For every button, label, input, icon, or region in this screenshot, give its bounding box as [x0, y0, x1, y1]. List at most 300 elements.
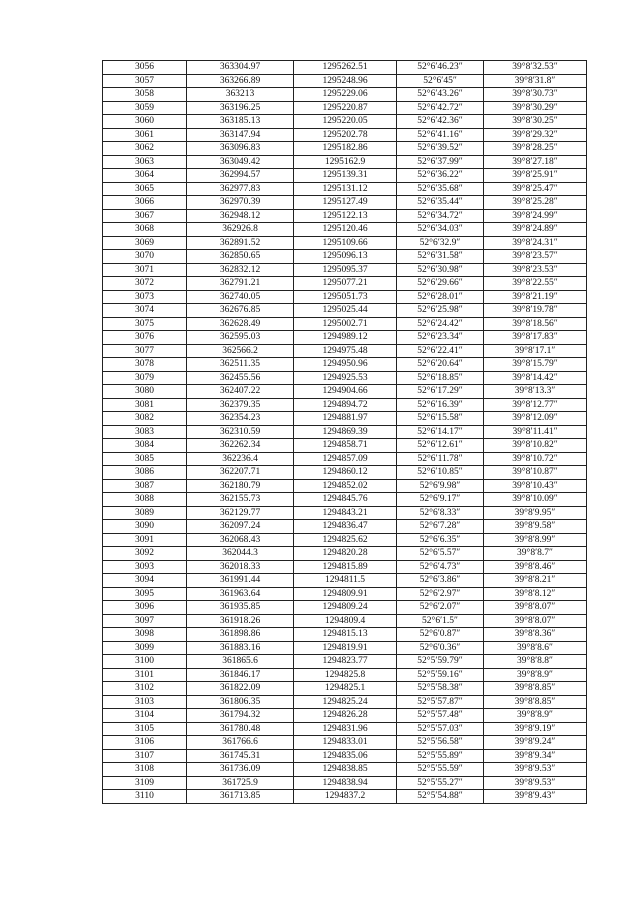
y-coordinate-cell: 1295095.37 — [294, 263, 397, 277]
latitude-cell: 52°6′46.23″ — [397, 61, 484, 75]
latitude-cell: 52°6′1.5″ — [397, 614, 484, 628]
table-row — [103, 533, 587, 547]
longitude-cell: 39°8′8.6″ — [484, 641, 587, 655]
longitude-cell: 39°8′8.7″ — [484, 547, 587, 561]
point-number-cell: 3056 — [103, 61, 187, 75]
longitude-cell: 39°8′21.19″ — [484, 290, 587, 304]
latitude-cell: 52°6′22.41″ — [397, 344, 484, 358]
x-coordinate-cell: 361713.85 — [187, 790, 294, 804]
latitude-cell: 52°6′42.72″ — [397, 101, 484, 115]
latitude-cell: 52°6′41.16″ — [397, 128, 484, 142]
latitude-cell: 52°6′24.42″ — [397, 317, 484, 331]
x-coordinate-cell: 362068.43 — [187, 533, 294, 547]
latitude-cell: 52°6′10.85″ — [397, 466, 484, 480]
table-row — [103, 695, 587, 709]
latitude-cell: 52°6′35.68″ — [397, 182, 484, 196]
y-coordinate-cell: 1295182.86 — [294, 142, 397, 156]
y-coordinate-cell: 1294836.47 — [294, 520, 397, 534]
y-coordinate-cell: 1295120.46 — [294, 223, 397, 237]
point-number-cell: 3106 — [103, 736, 187, 750]
point-number-cell: 3110 — [103, 790, 187, 804]
table-row — [103, 452, 587, 466]
y-coordinate-cell: 1294860.12 — [294, 466, 397, 480]
table-row — [103, 574, 587, 588]
y-coordinate-cell: 1295139.31 — [294, 169, 397, 183]
table-row — [103, 493, 587, 507]
x-coordinate-cell: 362018.33 — [187, 560, 294, 574]
longitude-cell: 39°8′15.79″ — [484, 358, 587, 372]
table-row — [103, 547, 587, 561]
coordinates-table-body — [103, 61, 587, 804]
table-row — [103, 709, 587, 723]
longitude-cell: 39°8′8.8″ — [484, 655, 587, 669]
point-number-cell: 3067 — [103, 209, 187, 223]
table-row — [103, 101, 587, 115]
longitude-cell: 39°8′14.42″ — [484, 371, 587, 385]
point-number-cell: 3103 — [103, 695, 187, 709]
y-coordinate-cell: 1294894.72 — [294, 398, 397, 412]
point-number-cell: 3081 — [103, 398, 187, 412]
x-coordinate-cell: 363304.97 — [187, 61, 294, 75]
y-coordinate-cell: 1295262.51 — [294, 61, 397, 75]
latitude-cell: 52°6′20.64″ — [397, 358, 484, 372]
y-coordinate-cell: 1294925.53 — [294, 371, 397, 385]
y-coordinate-cell: 1294820.28 — [294, 547, 397, 561]
longitude-cell: 39°8′8.12″ — [484, 587, 587, 601]
y-coordinate-cell: 1295127.49 — [294, 196, 397, 210]
longitude-cell: 39°8′17.83″ — [484, 331, 587, 345]
latitude-cell: 52°6′9.17″ — [397, 493, 484, 507]
table-row — [103, 169, 587, 183]
longitude-cell: 39°8′10.82″ — [484, 439, 587, 453]
y-coordinate-cell: 1295229.06 — [294, 88, 397, 102]
longitude-cell: 39°8′9.58″ — [484, 520, 587, 534]
x-coordinate-cell: 362354.23 — [187, 412, 294, 426]
y-coordinate-cell: 1295109.66 — [294, 236, 397, 250]
x-coordinate-cell: 362676.85 — [187, 304, 294, 318]
point-number-cell: 3094 — [103, 574, 187, 588]
longitude-cell: 39°8′9.53″ — [484, 763, 587, 777]
latitude-cell: 52°6′37.99″ — [397, 155, 484, 169]
x-coordinate-cell: 361963.64 — [187, 587, 294, 601]
point-number-cell: 3089 — [103, 506, 187, 520]
x-coordinate-cell: 362891.52 — [187, 236, 294, 250]
table-row — [103, 182, 587, 196]
point-number-cell: 3064 — [103, 169, 187, 183]
point-number-cell: 3102 — [103, 682, 187, 696]
point-number-cell: 3091 — [103, 533, 187, 547]
table-row — [103, 115, 587, 129]
y-coordinate-cell: 1295096.13 — [294, 250, 397, 264]
x-coordinate-cell: 361725.9 — [187, 776, 294, 790]
table-row — [103, 776, 587, 790]
table-row — [103, 790, 587, 804]
latitude-cell: 52°5′56.58″ — [397, 736, 484, 750]
y-coordinate-cell: 1294831.96 — [294, 722, 397, 736]
table-row — [103, 763, 587, 777]
longitude-cell: 39°8′9.43″ — [484, 790, 587, 804]
x-coordinate-cell: 362129.77 — [187, 506, 294, 520]
table-row — [103, 128, 587, 142]
y-coordinate-cell: 1294833.01 — [294, 736, 397, 750]
y-coordinate-cell: 1294825.24 — [294, 695, 397, 709]
point-number-cell: 3066 — [103, 196, 187, 210]
table-row — [103, 682, 587, 696]
x-coordinate-cell: 362595.03 — [187, 331, 294, 345]
point-number-cell: 3061 — [103, 128, 187, 142]
longitude-cell: 39°8′28.25″ — [484, 142, 587, 156]
x-coordinate-cell: 362455.56 — [187, 371, 294, 385]
x-coordinate-cell: 363096.83 — [187, 142, 294, 156]
point-number-cell: 3096 — [103, 601, 187, 615]
longitude-cell: 39°8′23.53″ — [484, 263, 587, 277]
x-coordinate-cell: 361846.17 — [187, 668, 294, 682]
point-number-cell: 3095 — [103, 587, 187, 601]
longitude-cell: 39°8′25.47″ — [484, 182, 587, 196]
point-number-cell: 3088 — [103, 493, 187, 507]
y-coordinate-cell: 1294881.97 — [294, 412, 397, 426]
latitude-cell: 52°6′2.07″ — [397, 601, 484, 615]
point-number-cell: 3074 — [103, 304, 187, 318]
table-row — [103, 209, 587, 223]
latitude-cell: 52°6′16.39″ — [397, 398, 484, 412]
longitude-cell: 39°8′8.07″ — [484, 614, 587, 628]
y-coordinate-cell: 1294857.09 — [294, 452, 397, 466]
y-coordinate-cell: 1294809.91 — [294, 587, 397, 601]
point-number-cell: 3070 — [103, 250, 187, 264]
x-coordinate-cell: 362566.2 — [187, 344, 294, 358]
point-number-cell: 3057 — [103, 74, 187, 88]
point-number-cell: 3059 — [103, 101, 187, 115]
point-number-cell: 3075 — [103, 317, 187, 331]
point-number-cell: 3062 — [103, 142, 187, 156]
y-coordinate-cell: 1294869.39 — [294, 425, 397, 439]
x-coordinate-cell: 361918.26 — [187, 614, 294, 628]
y-coordinate-cell: 1295077.21 — [294, 277, 397, 291]
x-coordinate-cell: 361736.09 — [187, 763, 294, 777]
y-coordinate-cell: 1294815.89 — [294, 560, 397, 574]
x-coordinate-cell: 361865.6 — [187, 655, 294, 669]
table-row — [103, 277, 587, 291]
longitude-cell: 39°8′9.53″ — [484, 776, 587, 790]
table-row — [103, 466, 587, 480]
longitude-cell: 39°8′24.31″ — [484, 236, 587, 250]
point-number-cell: 3078 — [103, 358, 187, 372]
table-row — [103, 344, 587, 358]
y-coordinate-cell: 1294858.71 — [294, 439, 397, 453]
table-row — [103, 317, 587, 331]
longitude-cell: 39°8′27.18″ — [484, 155, 587, 169]
x-coordinate-cell: 362097.24 — [187, 520, 294, 534]
table-row — [103, 371, 587, 385]
x-coordinate-cell: 361745.31 — [187, 749, 294, 763]
table-row — [103, 331, 587, 345]
y-coordinate-cell: 1295220.87 — [294, 101, 397, 115]
x-coordinate-cell: 363185.13 — [187, 115, 294, 129]
point-number-cell: 3085 — [103, 452, 187, 466]
latitude-cell: 52°5′55.59″ — [397, 763, 484, 777]
x-coordinate-cell: 363147.94 — [187, 128, 294, 142]
x-coordinate-cell: 361883.16 — [187, 641, 294, 655]
latitude-cell: 52°5′57.87″ — [397, 695, 484, 709]
latitude-cell: 52°6′36.22″ — [397, 169, 484, 183]
y-coordinate-cell: 1294825.62 — [294, 533, 397, 547]
table-row — [103, 736, 587, 750]
longitude-cell: 39°8′17.1″ — [484, 344, 587, 358]
y-coordinate-cell: 1295162.9 — [294, 155, 397, 169]
y-coordinate-cell: 1295248.96 — [294, 74, 397, 88]
x-coordinate-cell: 361898.86 — [187, 628, 294, 642]
point-number-cell: 3101 — [103, 668, 187, 682]
point-number-cell: 3108 — [103, 763, 187, 777]
longitude-cell: 39°8′9.19″ — [484, 722, 587, 736]
latitude-cell: 52°6′25.98″ — [397, 304, 484, 318]
table-row — [103, 358, 587, 372]
x-coordinate-cell: 361780.48 — [187, 722, 294, 736]
longitude-cell: 39°8′8.21″ — [484, 574, 587, 588]
latitude-cell: 52°6′30.98″ — [397, 263, 484, 277]
longitude-cell: 39°8′10.43″ — [484, 479, 587, 493]
table-row — [103, 196, 587, 210]
point-number-cell: 3080 — [103, 385, 187, 399]
table-row — [103, 398, 587, 412]
latitude-cell: 52°6′34.72″ — [397, 209, 484, 223]
point-number-cell: 3072 — [103, 277, 187, 291]
latitude-cell: 52°6′11.78″ — [397, 452, 484, 466]
x-coordinate-cell: 361822.09 — [187, 682, 294, 696]
latitude-cell: 52°6′42.36″ — [397, 115, 484, 129]
latitude-cell: 52°6′8.33″ — [397, 506, 484, 520]
longitude-cell: 39°8′10.09″ — [484, 493, 587, 507]
point-number-cell: 3063 — [103, 155, 187, 169]
table-row — [103, 155, 587, 169]
point-number-cell: 3068 — [103, 223, 187, 237]
table-row — [103, 601, 587, 615]
y-coordinate-cell: 1295122.13 — [294, 209, 397, 223]
y-coordinate-cell: 1294838.94 — [294, 776, 397, 790]
latitude-cell: 52°5′59.79″ — [397, 655, 484, 669]
y-coordinate-cell: 1294835.06 — [294, 749, 397, 763]
table-row — [103, 560, 587, 574]
longitude-cell: 39°8′8.85″ — [484, 682, 587, 696]
x-coordinate-cell: 362791.21 — [187, 277, 294, 291]
table-row — [103, 749, 587, 763]
longitude-cell: 39°8′8.07″ — [484, 601, 587, 615]
latitude-cell: 52°6′32.9″ — [397, 236, 484, 250]
table-row — [103, 304, 587, 318]
point-number-cell: 3100 — [103, 655, 187, 669]
latitude-cell: 52°6′9.98″ — [397, 479, 484, 493]
table-row — [103, 223, 587, 237]
y-coordinate-cell: 1294904.66 — [294, 385, 397, 399]
y-coordinate-cell: 1294975.48 — [294, 344, 397, 358]
latitude-cell: 52°6′17.29″ — [397, 385, 484, 399]
table-row — [103, 61, 587, 75]
table-row — [103, 668, 587, 682]
point-number-cell: 3092 — [103, 547, 187, 561]
x-coordinate-cell: 362926.8 — [187, 223, 294, 237]
latitude-cell: 52°5′57.03″ — [397, 722, 484, 736]
longitude-cell: 39°8′8.85″ — [484, 695, 587, 709]
x-coordinate-cell: 362180.79 — [187, 479, 294, 493]
y-coordinate-cell: 1294823.77 — [294, 655, 397, 669]
latitude-cell: 52°6′15.58″ — [397, 412, 484, 426]
y-coordinate-cell: 1295220.05 — [294, 115, 397, 129]
table-row — [103, 506, 587, 520]
x-coordinate-cell: 362207.71 — [187, 466, 294, 480]
x-coordinate-cell: 362628.49 — [187, 317, 294, 331]
longitude-cell: 39°8′31.8″ — [484, 74, 587, 88]
y-coordinate-cell: 1294950.96 — [294, 358, 397, 372]
latitude-cell: 52°5′55.89″ — [397, 749, 484, 763]
point-number-cell: 3060 — [103, 115, 187, 129]
x-coordinate-cell: 362236.4 — [187, 452, 294, 466]
latitude-cell: 52°6′6.35″ — [397, 533, 484, 547]
longitude-cell: 39°8′25.91″ — [484, 169, 587, 183]
table-row — [103, 722, 587, 736]
coordinates-table — [102, 60, 587, 804]
longitude-cell: 39°8′8.36″ — [484, 628, 587, 642]
point-number-cell: 3090 — [103, 520, 187, 534]
x-coordinate-cell: 362832.12 — [187, 263, 294, 277]
y-coordinate-cell: 1295051.73 — [294, 290, 397, 304]
x-coordinate-cell: 363049.42 — [187, 155, 294, 169]
latitude-cell: 52°6′29.66″ — [397, 277, 484, 291]
x-coordinate-cell: 361935.85 — [187, 601, 294, 615]
longitude-cell: 39°8′8.9″ — [484, 709, 587, 723]
point-number-cell: 3109 — [103, 776, 187, 790]
longitude-cell: 39°8′30.29″ — [484, 101, 587, 115]
x-coordinate-cell: 362740.05 — [187, 290, 294, 304]
point-number-cell: 3079 — [103, 371, 187, 385]
y-coordinate-cell: 1294809.4 — [294, 614, 397, 628]
x-coordinate-cell: 362044.3 — [187, 547, 294, 561]
y-coordinate-cell: 1294852.02 — [294, 479, 397, 493]
y-coordinate-cell: 1295202.78 — [294, 128, 397, 142]
latitude-cell: 52°6′31.58″ — [397, 250, 484, 264]
y-coordinate-cell: 1294826.28 — [294, 709, 397, 723]
longitude-cell: 39°8′10.72″ — [484, 452, 587, 466]
table-row — [103, 385, 587, 399]
y-coordinate-cell: 1295131.12 — [294, 182, 397, 196]
latitude-cell: 52°6′23.34″ — [397, 331, 484, 345]
y-coordinate-cell: 1294819.91 — [294, 641, 397, 655]
y-coordinate-cell: 1294811.5 — [294, 574, 397, 588]
table-row — [103, 655, 587, 669]
x-coordinate-cell: 361766.6 — [187, 736, 294, 750]
table-row — [103, 142, 587, 156]
latitude-cell: 52°5′54.88″ — [397, 790, 484, 804]
x-coordinate-cell: 362310.59 — [187, 425, 294, 439]
point-number-cell: 3071 — [103, 263, 187, 277]
y-coordinate-cell: 1294809.24 — [294, 601, 397, 615]
table-row — [103, 412, 587, 426]
latitude-cell: 52°5′55.27″ — [397, 776, 484, 790]
x-coordinate-cell: 362850.65 — [187, 250, 294, 264]
longitude-cell: 39°8′24.89″ — [484, 223, 587, 237]
x-coordinate-cell: 362948.12 — [187, 209, 294, 223]
point-number-cell: 3093 — [103, 560, 187, 574]
x-coordinate-cell: 363196.25 — [187, 101, 294, 115]
latitude-cell: 52°6′18.85″ — [397, 371, 484, 385]
longitude-cell: 39°8′30.25″ — [484, 115, 587, 129]
y-coordinate-cell: 1295002.71 — [294, 317, 397, 331]
x-coordinate-cell: 362511.35 — [187, 358, 294, 372]
longitude-cell: 39°8′8.9″ — [484, 668, 587, 682]
point-number-cell: 3069 — [103, 236, 187, 250]
table-row — [103, 628, 587, 642]
point-number-cell: 3105 — [103, 722, 187, 736]
longitude-cell: 39°8′29.32″ — [484, 128, 587, 142]
y-coordinate-cell: 1294825.1 — [294, 682, 397, 696]
point-number-cell: 3086 — [103, 466, 187, 480]
longitude-cell: 39°8′25.28″ — [484, 196, 587, 210]
latitude-cell: 52°6′0.36″ — [397, 641, 484, 655]
table-row — [103, 439, 587, 453]
y-coordinate-cell: 1294815.13 — [294, 628, 397, 642]
longitude-cell: 39°8′12.09″ — [484, 412, 587, 426]
longitude-cell: 39°8′30.73″ — [484, 88, 587, 102]
point-number-cell: 3097 — [103, 614, 187, 628]
latitude-cell: 52°5′59.16″ — [397, 668, 484, 682]
latitude-cell: 52°6′5.57″ — [397, 547, 484, 561]
table-row — [103, 641, 587, 655]
x-coordinate-cell: 363266.89 — [187, 74, 294, 88]
longitude-cell: 39°8′10.87″ — [484, 466, 587, 480]
table-row — [103, 425, 587, 439]
point-number-cell: 3087 — [103, 479, 187, 493]
x-coordinate-cell: 361794.32 — [187, 709, 294, 723]
point-number-cell: 3076 — [103, 331, 187, 345]
latitude-cell: 52°6′7.28″ — [397, 520, 484, 534]
point-number-cell: 3084 — [103, 439, 187, 453]
x-coordinate-cell: 362994.57 — [187, 169, 294, 183]
y-coordinate-cell: 1294837.2 — [294, 790, 397, 804]
longitude-cell: 39°8′8.99″ — [484, 533, 587, 547]
longitude-cell: 39°8′24.99″ — [484, 209, 587, 223]
latitude-cell: 52°6′35.44″ — [397, 196, 484, 210]
point-number-cell: 3082 — [103, 412, 187, 426]
latitude-cell: 52°6′28.01″ — [397, 290, 484, 304]
table-row — [103, 236, 587, 250]
table-row — [103, 614, 587, 628]
latitude-cell: 52°5′58.38″ — [397, 682, 484, 696]
x-coordinate-cell: 362379.35 — [187, 398, 294, 412]
table-row — [103, 520, 587, 534]
x-coordinate-cell: 361991.44 — [187, 574, 294, 588]
longitude-cell: 39°8′8.46″ — [484, 560, 587, 574]
table-row — [103, 479, 587, 493]
longitude-cell: 39°8′9.34″ — [484, 749, 587, 763]
longitude-cell: 39°8′13.3″ — [484, 385, 587, 399]
longitude-cell: 39°8′12.77″ — [484, 398, 587, 412]
x-coordinate-cell: 362155.73 — [187, 493, 294, 507]
x-coordinate-cell: 361806.35 — [187, 695, 294, 709]
latitude-cell: 52°6′45″ — [397, 74, 484, 88]
y-coordinate-cell: 1294843.21 — [294, 506, 397, 520]
latitude-cell: 52°6′34.03″ — [397, 223, 484, 237]
x-coordinate-cell: 362977.83 — [187, 182, 294, 196]
longitude-cell: 39°8′9.95″ — [484, 506, 587, 520]
latitude-cell: 52°6′0.87″ — [397, 628, 484, 642]
point-number-cell: 3099 — [103, 641, 187, 655]
longitude-cell: 39°8′18.56″ — [484, 317, 587, 331]
table-row — [103, 88, 587, 102]
latitude-cell: 52°6′14.17″ — [397, 425, 484, 439]
point-number-cell: 3077 — [103, 344, 187, 358]
y-coordinate-cell: 1295025.44 — [294, 304, 397, 318]
y-coordinate-cell: 1294989.12 — [294, 331, 397, 345]
